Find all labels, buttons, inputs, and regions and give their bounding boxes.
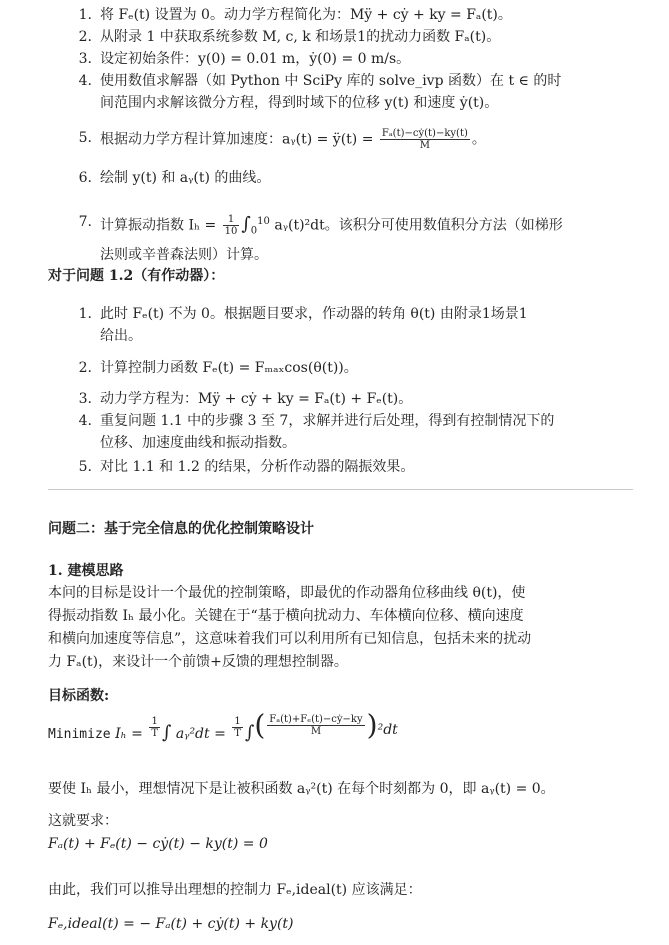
derive-text: 由此，我们可以推导出理想的控制力 Fₑ,ideal(t) 应该满足：: [48, 882, 422, 898]
fraction-denominator: M: [419, 140, 430, 151]
list-number: 1.: [78, 306, 92, 322]
step-1-2-1-cont: [100, 326, 142, 346]
integral-sign: ∫: [244, 721, 255, 743]
step-text-line1: 重复问题 1.1 中的步骤 3 至 7，求解并进行后处理，得到有控制情况下的: [100, 413, 555, 429]
fraction-denominator: M: [310, 726, 322, 737]
open-paren: (: [254, 708, 266, 742]
integral-lower: 0: [250, 225, 258, 237]
step-5-prefix: 根据动力学方程计算加速度：aᵧ(t) = ÿ(t) =: [100, 131, 374, 148]
equation-1: Fₐ(t) + Fₑ(t) − cẏ(t) − ky(t) = 0: [48, 836, 268, 852]
step-text: 设定初始条件：y(0) = 0.01 m，ẏ(0) = 0 m/s。: [100, 51, 411, 67]
list-number: 2.: [78, 360, 92, 376]
paragraph-line-2: 得振动指数 Iₕ 最小化。关键在于“基于横向扰动力、车体横向位移、横向速度: [48, 608, 524, 624]
list-number: 2.: [78, 29, 92, 45]
paragraph-line-4: 力 Fₐ(t)，来设计一个前馈+反馈的理想控制器。: [48, 654, 348, 670]
step-text: 根据动力学方程计算加速度：aᵧ(t) = ÿ(t) = $\frac{\text{Fₐ(t)−cẏ(t)−ky(t)}}{M}$ 。: [100, 128, 486, 151]
step-1-1-7-cont: [100, 245, 268, 265]
section-1-title: 1. 建模思路: [48, 563, 124, 579]
one-over-T-fraction-2: [232, 716, 243, 739]
list-number: 7.: [78, 214, 92, 230]
step-text-line1: 此时 Fₑ(t) 不为 0。根据题目要求，作动器的转角 θ(t) 由附录1场景1: [100, 306, 528, 322]
fraction-numerator: Fₐ(t)−cẏ(t)−ky(t): [381, 128, 468, 139]
list-number: 5.: [78, 459, 92, 475]
condition-text: 要使 Iₕ 最小，理想情况下是让被积函数 aᵧ²(t) 在每个时刻都为 0，即 aᵧ(t) = 0。: [48, 781, 555, 797]
fraction-numerator: Fₐ(t)+Fₑ(t)−cẏ−ky: [269, 714, 363, 725]
list-number: 1.: [78, 7, 92, 23]
step-text-line1: 使用数值求解器（如 Python 中 SciPy 库的 solve_ivp 函数）在 t ∈ 的时: [100, 73, 562, 89]
minimize-equation: [48, 708, 398, 750]
minimize-word: Minimize: [48, 726, 111, 742]
paragraph-line-3: 和横向加速度等信息”，这意味着我们可以利用所有已知信息，包括未来的扰动: [48, 631, 532, 647]
fraction-denominator: T: [234, 728, 241, 739]
step-7-suffix: aᵧ(t)²dt。该积分可使用数值积分方法（如梯形: [274, 217, 563, 234]
step-7-prefix: 计算振动指数 Iₕ =: [100, 217, 217, 234]
minimize-tail: ²dt: [377, 721, 398, 738]
step-text: [100, 212, 563, 241]
acceleration-fraction: [380, 128, 470, 151]
list-number: 5.: [78, 130, 92, 146]
paragraph-line-1: 本问的目标是设计一个最优的控制策略，即最优的作动器角位移曲线 θ(t)，使: [48, 585, 526, 601]
minimize-mid: aᵧ²dt =: [175, 725, 226, 742]
section-divider: [48, 489, 633, 490]
equation-2: Fₑ,ideal(t) = − Fₐ(t) + cẏ(t) + ky(t): [48, 916, 294, 932]
close-paren: ): [366, 708, 378, 742]
vibration-index-fraction: [223, 214, 240, 237]
step-text: 计算控制力函数 Fₑ(t) = Fₘₐₓcos(θ(t))。: [100, 360, 358, 376]
integral-sign: ∫: [161, 721, 172, 743]
minimize-lhs: Iₕ =: [115, 725, 143, 742]
step-text-line2: 间范围内求解该微分方程，得到时域下的位移 y(t) 和速度 ẏ(t)。: [100, 95, 499, 111]
problem-2-title: 问题二：基于完全信息的优化控制策略设计: [48, 521, 314, 537]
integral-upper: 10: [257, 216, 270, 227]
one-over-T-fraction: [149, 716, 160, 739]
problem-1-2-heading: 对于问题 1.2（有作动器）：: [48, 268, 225, 284]
list-number: 3.: [78, 391, 92, 407]
step-text: 动力学方程为：Mÿ + cẏ + ky = Fₐ(t) + Fₑ(t)。: [100, 391, 413, 407]
fraction-denominator: 10: [224, 226, 238, 238]
fraction-numerator: 1: [232, 716, 243, 728]
step-text: 绘制 y(t) 和 aᵧ(t) 的曲线。: [100, 170, 271, 186]
objective-label: 目标函数:: [48, 688, 110, 704]
fraction-numerator: 1: [223, 214, 240, 226]
list-number: 3.: [78, 51, 92, 67]
requires-text: 这就要求：: [48, 813, 118, 829]
step-text-line2: 给出。: [100, 328, 142, 344]
step-text: 对比 1.1 和 1.2 的结果，分析作动器的隔振效果。: [100, 459, 415, 475]
integrand-fraction: [267, 714, 364, 737]
step-text-line2: 法则或辛普森法则）计算。: [100, 247, 268, 263]
step-text-line2: 位移、加速度曲线和振动指数。: [100, 435, 296, 451]
fraction-numerator: 1: [149, 716, 160, 728]
list-number: 6.: [78, 170, 92, 186]
step-1-1-4-cont: [100, 93, 498, 113]
step-text: 将 Fₑ(t) 设置为 0。动力学方程简化为：Mÿ + cẏ + ky = Fₐ(t)。: [100, 7, 512, 23]
step-text: 从附录 1 中获取系统参数 M, c, k 和场景1的扰动力函数 Fₐ(t)。: [100, 29, 501, 45]
integral-sign: ∫: [241, 213, 251, 235]
fraction-denominator: T: [151, 728, 158, 739]
list-number: 4.: [78, 413, 92, 429]
step-1-2-4-cont: [100, 433, 296, 453]
list-number: 4.: [78, 73, 92, 89]
